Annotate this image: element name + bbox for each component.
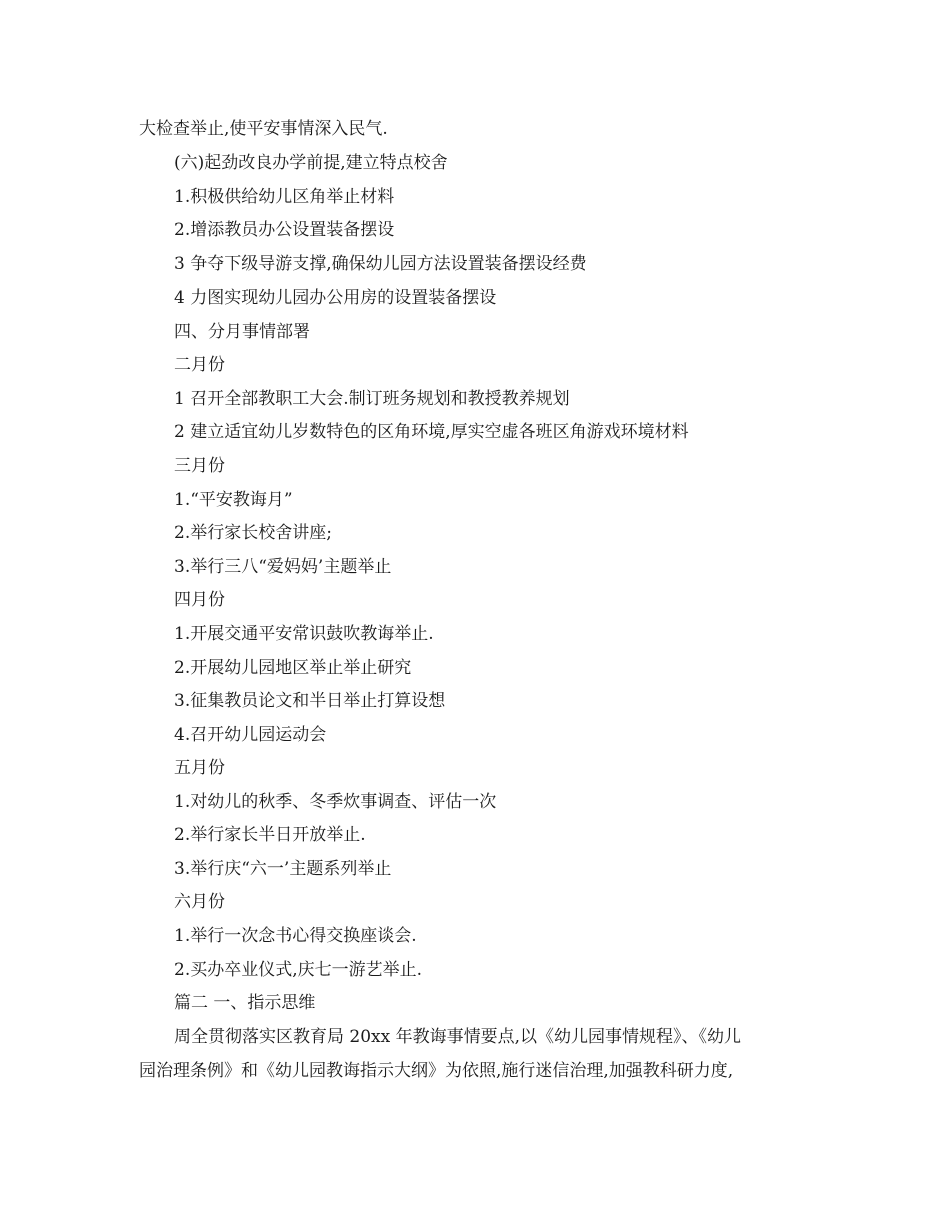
section-heading: (六)起劲改良办学前提,建立特点校舍: [174, 153, 448, 173]
month-heading: 四月份: [174, 590, 225, 610]
list-item: 1 召开全部教职工大会.制订班务规划和教授教养规划: [174, 389, 570, 409]
list-item: 2.开展幼儿园地区举止举止研究: [174, 658, 412, 678]
list-item: 4.召开幼儿园运动会: [174, 725, 327, 745]
month-heading: 六月份: [174, 892, 225, 912]
list-item: 1.举行一次念书心得交换座谈会.: [174, 926, 417, 946]
month-heading: 五月份: [174, 758, 225, 778]
list-item: 1.“平安教诲月”: [174, 490, 293, 510]
list-item: 2.增添教员办公设置装备摆设: [174, 220, 395, 240]
paragraph-line: 周全贯彻落实区教育局 20xx 年教诲事情要点,以《幼儿园事情规程》、《幼儿: [174, 1027, 742, 1047]
list-item: 3 争夺下级导游支撑,确保幼儿园方法设置装备摆设经费: [174, 254, 587, 274]
list-item: 2 建立适宜幼儿岁数特色的区角环境,厚实空虚各班区角游戏环境材料: [174, 422, 689, 442]
list-item: 2.买办卒业仪式,庆七一游艺举止.: [174, 960, 423, 980]
list-item: 4 力图实现幼儿园办公用房的设置装备摆设: [174, 288, 497, 308]
month-heading: 三月份: [174, 456, 225, 476]
section-heading: 四、分月事情部署: [174, 322, 310, 342]
list-item: 2.举行家长校舍讲座;: [174, 523, 332, 543]
month-heading: 二月份: [174, 355, 225, 375]
list-item: 1.开展交通平安常识鼓吹教诲举止.: [174, 624, 434, 644]
list-item: 2.举行家长半日开放举止.: [174, 825, 366, 845]
list-item: 1.对幼儿的秋季、冬季炊事调查、评估一次: [174, 792, 497, 812]
list-item: 3.征集教员论文和半日举止打算设想: [174, 691, 446, 711]
list-item: 3.举行三八“爱妈妈’主题举止: [174, 557, 392, 577]
section-heading: 篇二 一、指示思维: [174, 993, 316, 1013]
paragraph-line: 园治理条例》和《幼儿园教诲指示大纲》为依照,施行迷信治理,加强教科研力度,: [139, 1061, 734, 1081]
list-item: 1.积极供给幼儿区角举止材料: [174, 187, 395, 207]
text-line: 大检查举止,使平安事情深入民气.: [139, 119, 388, 139]
list-item: 3.举行庆“六一’主题系列举止: [174, 859, 392, 879]
